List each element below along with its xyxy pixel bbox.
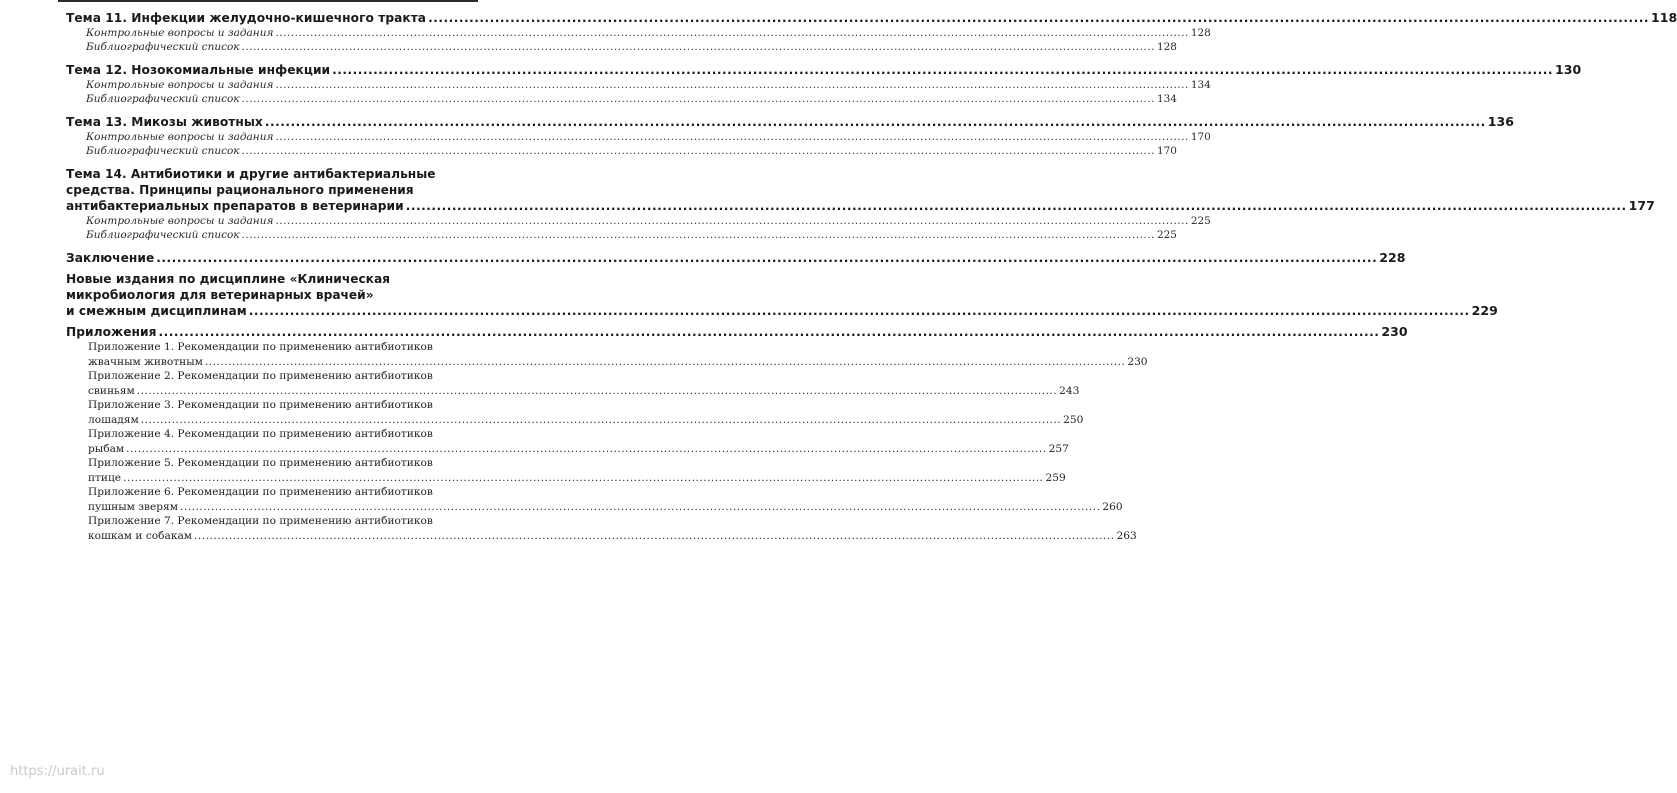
toc-subentry[interactable] <box>66 26 1211 40</box>
toc-page-number: 130 <box>1555 62 1582 77</box>
watermark-url: https://urait.ru <box>10 764 105 779</box>
toc-subentry[interactable] <box>66 78 1211 92</box>
toc-entry-title: Тема 11. Инфекции желудочно-кишечного тракта <box>66 11 427 25</box>
dot-leader <box>249 303 1470 319</box>
dot-leader <box>242 228 1155 242</box>
toc-page-number: 230 <box>1381 324 1408 339</box>
appendix-entry-title: жвачным животным <box>88 355 203 368</box>
appendix-entry-title: кошкам и собакам <box>88 529 193 542</box>
toc-page-number: 263 <box>1116 529 1137 542</box>
dot-leader <box>137 384 1057 399</box>
appendix-title-line: Приложение 1. Рекомендации по применению антибиотиков <box>88 341 433 353</box>
top-rule <box>58 0 478 2</box>
appendix-entry-title: птице <box>88 471 122 484</box>
toc-page-number: 250 <box>1063 413 1084 426</box>
dot-leader <box>275 214 1188 228</box>
toc-page-number: 243 <box>1059 384 1080 397</box>
toc-subentry-title: Контрольные вопросы и задания <box>86 215 274 227</box>
appendix-entry[interactable] <box>66 355 1148 370</box>
appendix-title-line: Приложение 6. Рекомендации по применению антибиотиков <box>88 486 433 498</box>
toc-subentry-title: Библиографический список <box>86 41 240 53</box>
toc-entry[interactable] <box>66 324 1408 340</box>
toc-subentry-title: Библиографический список <box>86 93 240 105</box>
toc-page-number: 118 <box>1651 10 1677 25</box>
toc-subentry-title: Библиографический список <box>86 145 240 157</box>
dot-leader <box>428 10 1649 26</box>
toc-new-editions <box>66 271 1498 319</box>
dot-leader <box>275 26 1188 40</box>
toc-entry[interactable] <box>66 198 1655 214</box>
dot-leader <box>332 62 1553 78</box>
toc-entry-title-line: Тема 14. Антибиотики и другие антибактериальные <box>66 167 436 181</box>
dot-leader <box>275 130 1188 144</box>
toc-page-number: 260 <box>1102 500 1123 513</box>
toc-page-number: 230 <box>1127 355 1148 368</box>
toc-entry-title: антибактериальных препаратов в ветеринарии <box>66 199 404 213</box>
toc-topic-13 <box>66 114 1514 158</box>
toc-entry[interactable] <box>66 250 1406 266</box>
toc-page-number: 228 <box>1379 250 1406 265</box>
toc-entry-title-line: микробиология для ветеринарных врачей» <box>66 288 374 302</box>
dot-leader <box>158 324 1379 340</box>
appendix-entry-title: лошадям <box>88 413 139 426</box>
appendix-title-line: Приложение 5. Рекомендации по применению антибиотиков <box>88 457 433 469</box>
appendix-entry[interactable] <box>66 442 1069 457</box>
toc-page-number: 229 <box>1471 303 1498 318</box>
dot-leader <box>141 413 1061 428</box>
toc-page-number: 128 <box>1190 27 1211 39</box>
dot-leader <box>126 442 1046 457</box>
toc-entry-title: Тема 12. Нозокомиальные инфекции <box>66 63 331 77</box>
toc-subentry[interactable] <box>66 92 1177 106</box>
toc-page-number: 136 <box>1487 114 1514 129</box>
toc-entry[interactable] <box>66 62 1582 78</box>
toc-subentry[interactable] <box>66 130 1211 144</box>
dot-leader <box>242 92 1155 106</box>
toc-page-number: 128 <box>1156 41 1177 53</box>
dot-leader <box>275 78 1188 92</box>
appendix-entry-title: пушным зверям <box>88 500 178 513</box>
toc-subentry-title: Контрольные вопросы и задания <box>86 79 274 91</box>
toc-subentry[interactable] <box>66 40 1177 54</box>
toc-subentry[interactable] <box>66 228 1177 242</box>
appendix-entry[interactable] <box>66 500 1123 515</box>
toc-subentry-title: Контрольные вопросы и задания <box>86 131 274 143</box>
dot-leader <box>180 500 1100 515</box>
toc-entry[interactable] <box>66 114 1514 130</box>
appendix-title-line: Приложение 2. Рекомендации по применению антибиотиков <box>88 370 433 382</box>
dot-leader <box>406 198 1627 214</box>
dot-leader <box>123 471 1043 486</box>
dot-leader <box>242 40 1155 54</box>
toc-subentry-title: Библиографический список <box>86 229 240 241</box>
toc-entry-title: и смежным дисциплинам <box>66 304 247 318</box>
toc-subentry[interactable] <box>66 214 1211 228</box>
dot-leader <box>265 114 1486 130</box>
dot-leader <box>194 529 1114 544</box>
toc-entry[interactable] <box>66 303 1498 319</box>
toc-page-number: 225 <box>1190 215 1211 227</box>
toc-topic-14 <box>66 166 1655 242</box>
toc-entry-title: Приложения <box>66 325 157 339</box>
toc-subentry-title: Контрольные вопросы и задания <box>86 27 274 39</box>
appendix-entry-title: рыбам <box>88 442 125 455</box>
toc-page-number: 134 <box>1190 79 1211 91</box>
toc-entry-title: Заключение <box>66 251 155 265</box>
toc-page-number: 257 <box>1048 442 1069 455</box>
dot-leader <box>156 250 1377 266</box>
toc-entry-title-line: средства. Принципы рационального применения <box>66 183 414 197</box>
toc-appendices <box>66 324 1408 543</box>
appendix-entry[interactable] <box>66 471 1066 486</box>
dot-leader <box>242 144 1155 158</box>
dot-leader <box>205 355 1125 370</box>
toc-entry-title: Тема 13. Микозы животных <box>66 115 263 129</box>
toc-entry-title-line: Новые издания по дисциплине «Клиническая <box>66 272 391 286</box>
toc-page-number: 225 <box>1156 229 1177 241</box>
toc-conclusion <box>66 250 1406 266</box>
table-of-contents <box>66 10 1677 551</box>
toc-page-number: 177 <box>1628 198 1655 213</box>
appendix-entry[interactable] <box>66 529 1137 544</box>
appendix-entry-title: свиньям <box>88 384 135 397</box>
appendix-entry[interactable] <box>66 384 1080 399</box>
toc-page-number: 170 <box>1190 131 1211 143</box>
appendix-title-line: Приложение 7. Рекомендации по применению антибиотиков <box>88 515 433 527</box>
appendix-entry[interactable] <box>66 413 1084 428</box>
appendix-title-line: Приложение 3. Рекомендации по применению антибиотиков <box>88 399 433 411</box>
appendix-title-line: Приложение 4. Рекомендации по применению антибиотиков <box>88 428 433 440</box>
toc-page-number: 170 <box>1156 145 1177 157</box>
toc-page-number: 259 <box>1045 471 1066 484</box>
toc-topic-11 <box>66 10 1677 54</box>
toc-subentry[interactable] <box>66 144 1177 158</box>
toc-page-number: 134 <box>1156 93 1177 105</box>
toc-topic-12 <box>66 62 1582 106</box>
toc-entry[interactable] <box>66 10 1677 26</box>
